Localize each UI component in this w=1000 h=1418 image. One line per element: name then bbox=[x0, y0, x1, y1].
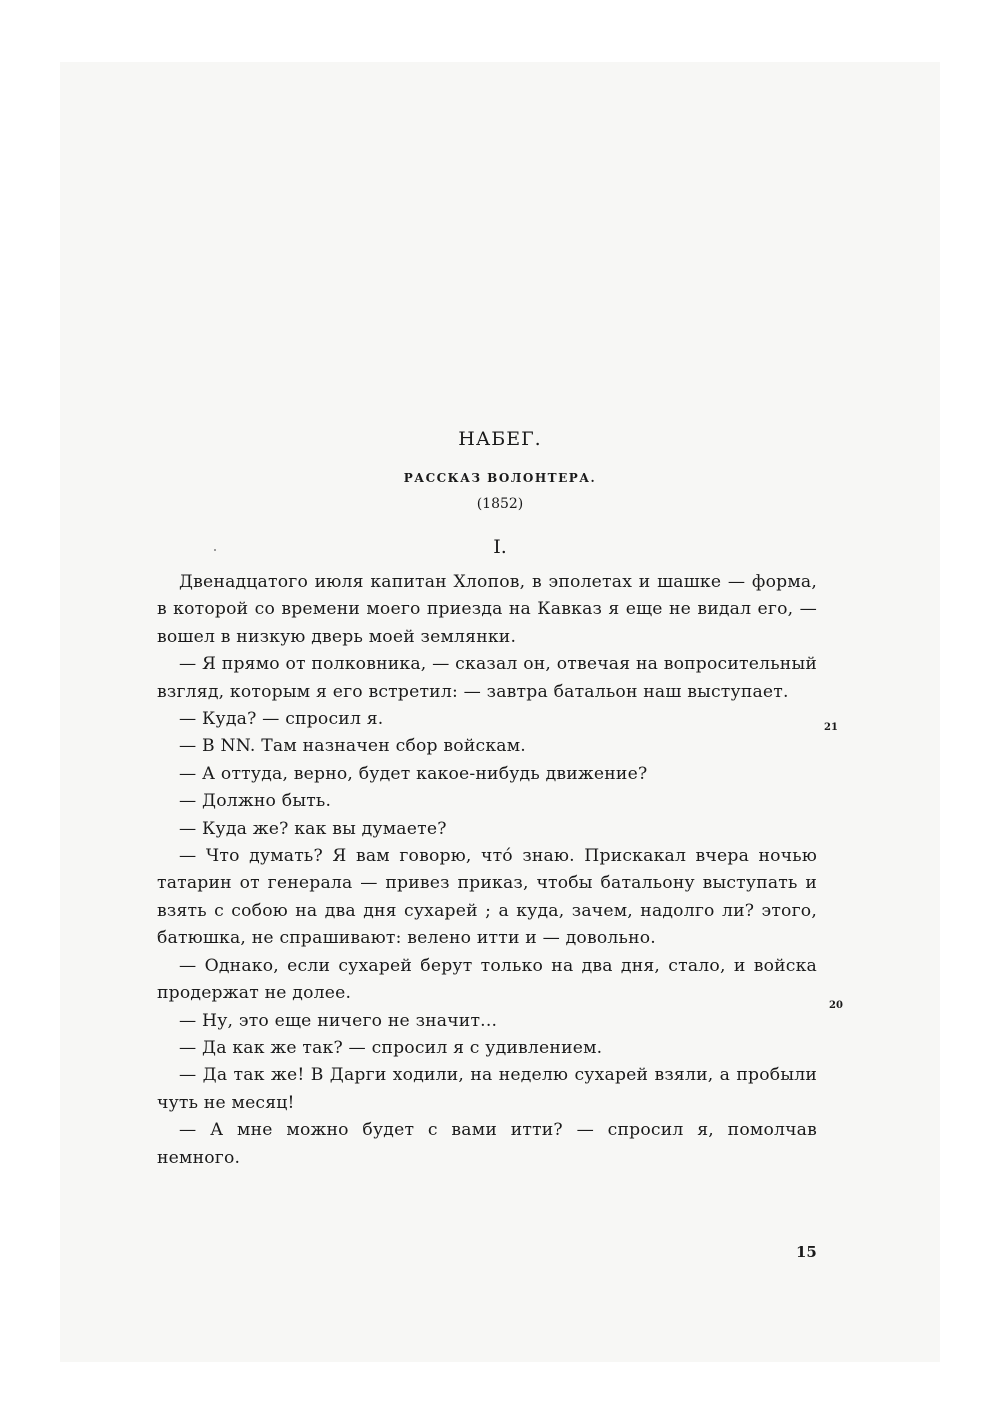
paragraph: Двенадцатого июля капитан Хлопов, в эполетах и шашке — форма, в которой со времени моего приезда на Кавказ я еще не видал его, — вошел в низкую дверь моей землянки. bbox=[157, 572, 817, 647]
paragraph: — Да как же так? — спросил я с удивлением. bbox=[179, 1037, 603, 1058]
chapter-number: I. bbox=[493, 536, 507, 558]
body-text bbox=[157, 569, 817, 1172]
paragraph: — А оттуда, верно, будет какое-нибудь движение? bbox=[179, 763, 648, 784]
paragraph: — Да так же! В Дарги ходили, на неделю сухарей взяли, а пробыли чуть не месяц! bbox=[157, 1065, 817, 1113]
paragraph: — Что думать? Я вам говорю, что́ знаю. Прискакал вчера ночью татарин от генерала — привез приказ, чтобы батальону выступать и взять с собою на два дня сухарей ; а куда, зачем, надолго ли? этого, батюшка, не спрашивают: велено итти и — довольно. bbox=[157, 846, 817, 949]
paragraph: — В NN. Там назначен сбор войскам. bbox=[179, 736, 526, 757]
paragraph: — Однако, если сухарей берут только на два дня, стало, и войска продержат не долее. bbox=[157, 955, 817, 1004]
story-year: (1852) bbox=[476, 496, 524, 512]
paragraph: — Я прямо от полковника, — сказал он, отвечая на вопросительный взгляд, которым я его встретил: — завтра батальон наш выступает. bbox=[157, 654, 817, 702]
paragraph: — Должно быть. bbox=[179, 791, 332, 812]
print-speck bbox=[214, 549, 216, 551]
margin-line-number: 20 bbox=[829, 1000, 843, 1011]
page-number: 15 bbox=[796, 1243, 817, 1261]
story-subtitle: РАССКАЗ ВОЛОНТЕРА. bbox=[403, 471, 597, 485]
paragraph: — Куда? — спросил я. bbox=[179, 709, 384, 730]
paragraph: — А мне можно будет с вами итти? — спросил я, помолчав немного. bbox=[157, 1120, 817, 1168]
paragraph: — Куда же? как вы думаете? bbox=[179, 818, 447, 839]
paragraph: — Ну, это еще ничего не значит... bbox=[179, 1010, 498, 1031]
story-title: НАБЕГ. bbox=[458, 428, 542, 450]
margin-line-number: 21 bbox=[824, 722, 838, 733]
